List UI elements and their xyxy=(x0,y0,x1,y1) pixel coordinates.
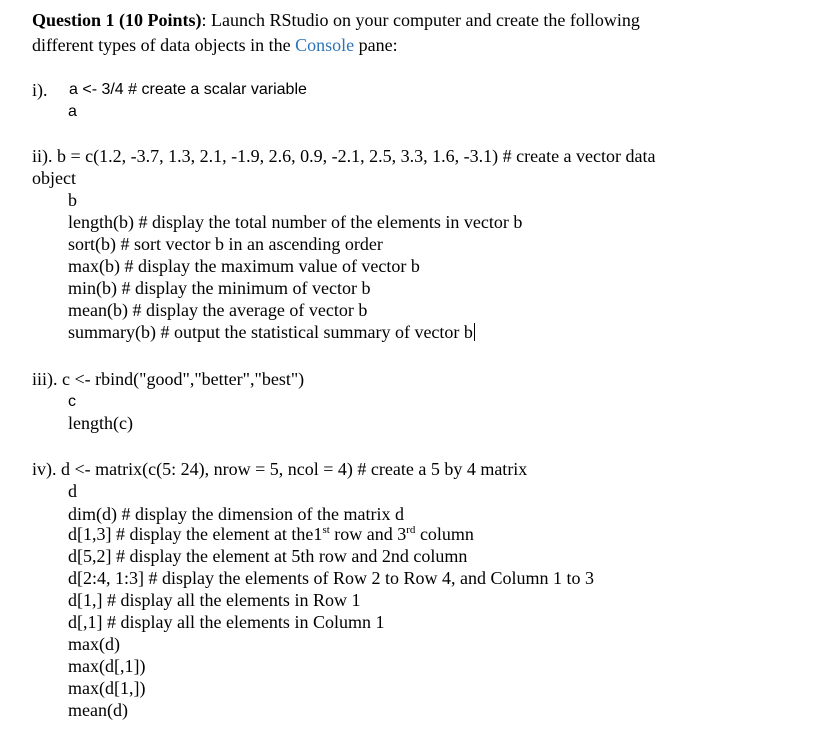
part-ii-line-last xyxy=(68,321,475,343)
part-ii-line: min(b) # display the minimum of vector b xyxy=(68,278,371,298)
console-word: Console xyxy=(295,35,355,55)
part-ii-line: b xyxy=(68,190,77,210)
part-iv-line: d[2:4, 1:3] # display the elements of Row 2 to Row 4, and Column 1 to 3 xyxy=(68,568,594,588)
text-cursor xyxy=(474,323,475,341)
question-text-2: different types of data objects in the xyxy=(32,35,296,55)
part-iv-line: d[5,2] # display the element at 5th row and 2nd column xyxy=(68,546,468,566)
part-iii-first: iii). c <- rbind("good","better","best") xyxy=(32,369,305,389)
part-iv-line: d xyxy=(68,481,77,501)
part-iv-line: d[,1] # display all the elements in Column 1 xyxy=(68,612,385,632)
part-iv-line: max(d) xyxy=(68,634,120,654)
part-iv-line: max(d[1,]) xyxy=(68,678,146,698)
part-ii-line: max(b) # display the maximum value of vector b xyxy=(68,256,420,276)
part-iv-text: d[1,3] # display the element at the1 xyxy=(68,524,323,544)
part-iii-line: length(c) xyxy=(68,413,133,433)
part-iv-line: dim(d) # display the dimension of the matrix d xyxy=(68,504,404,524)
part-iv-line: max(d[,1]) xyxy=(68,656,146,676)
part-ii-line: length(b) # display the total number of the elements in vector b xyxy=(68,212,523,232)
part-iv-text: row and 3 xyxy=(329,524,407,544)
part-iv-line: d[1,] # display all the elements in Row 1 xyxy=(68,590,361,610)
part-i-code: a <- 3/4 # create a scalar variable xyxy=(69,81,307,98)
superscript: st xyxy=(322,524,330,536)
part-iv-line: mean(d) xyxy=(68,700,128,720)
part-i-line: a xyxy=(68,103,77,120)
question-text-3: pane: xyxy=(354,35,398,55)
part-iii-line: c xyxy=(68,393,76,410)
question-text: : Launch RStudio on your computer and create the following xyxy=(201,10,640,30)
part-ii-line: summary(b) # output the statistical summary of vector b xyxy=(68,322,473,342)
part-i-label: i). xyxy=(32,80,48,100)
part-ii-line: sort(b) # sort vector b in an ascending order xyxy=(68,234,383,254)
question-line-2 xyxy=(32,34,398,56)
part-iv-first: iv). d <- matrix(c(5: 24), nrow = 5, ncol = 4) # create a 5 by 4 matrix xyxy=(32,459,528,479)
question-heading xyxy=(32,9,640,31)
question-title: Question 1 (10 Points) xyxy=(32,10,202,30)
part-ii-wrap: object xyxy=(32,168,76,188)
part-ii-first: ii). b = c(1.2, -3.7, 1.3, 2.1, -1.9, 2.6, 0.9, -2.1, 2.5, 3.3, 1.6, -3.1) # create a vector data xyxy=(32,146,656,166)
part-iv-text: column xyxy=(415,524,474,544)
superscript: rd xyxy=(406,524,416,536)
part-ii-line: mean(b) # display the average of vector b xyxy=(68,300,368,320)
